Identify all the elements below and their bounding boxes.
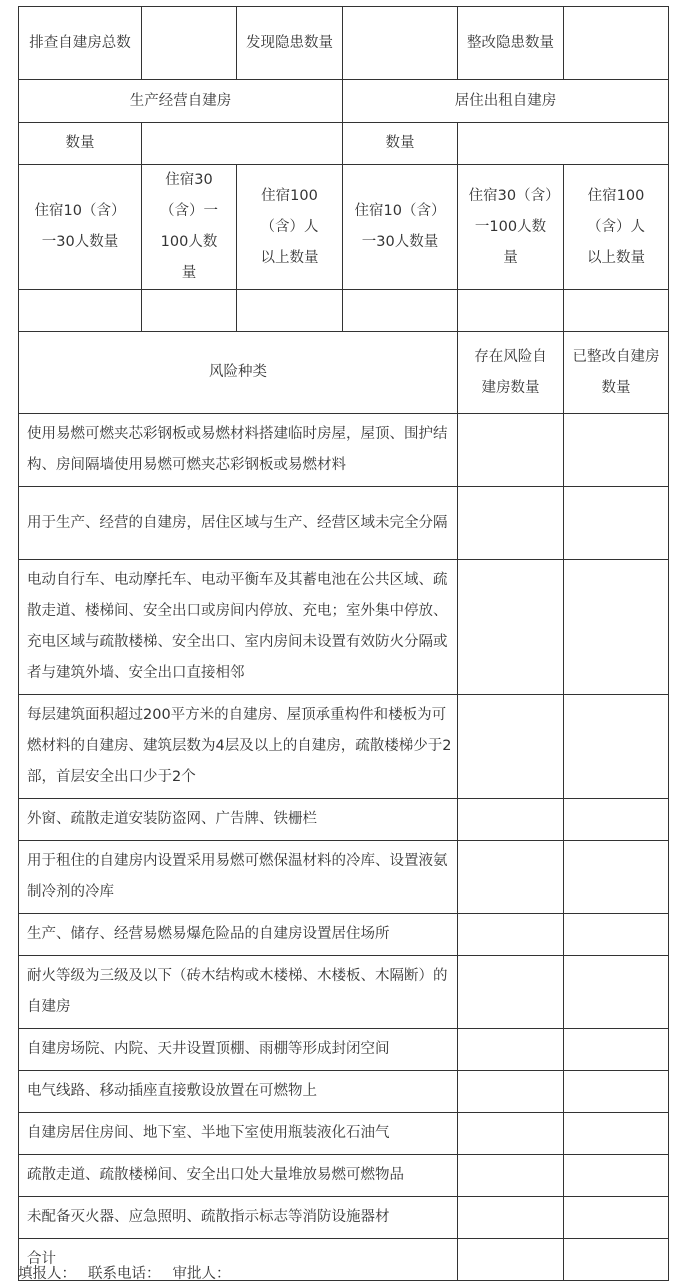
reporter-label: 填报人： [18,1266,76,1282]
total-houses-value[interactable] [142,7,237,80]
rectified-count-cell[interactable] [564,1155,669,1197]
signature-footer [18,1264,243,1284]
risk-row [19,487,669,560]
risk-description: 外窗、疏散走道安装防盗网、广告牌、铁栅栏 [19,799,458,841]
quantity-row [19,123,669,165]
category-row [19,80,669,123]
total-at-risk-cell[interactable] [458,1239,564,1281]
rectified-count-cell[interactable] [564,1071,669,1113]
rental-occupancy-30-100-label: 住宿30（含）一100人数量 [458,165,564,290]
at-risk-count-cell[interactable] [458,414,564,487]
at-risk-count-cell[interactable] [458,1155,564,1197]
total-rectified-cell[interactable] [564,1239,669,1281]
risk-row [19,956,669,1029]
risk-description: 电动自行车、电动摩托车、电动平衡车及其蓄电池在公共区域、疏散走道、楼梯间、安全出口或房间内停放、充电；室外集中停放、充电区域与疏散楼梯、安全出口、室内房间未设置有效防火分隔或者与建筑外墙、安全出口直接相邻 [19,560,458,695]
at-risk-count-cell[interactable] [458,799,564,841]
rectified-count-cell[interactable] [564,1113,669,1155]
rental-occupancy-10-30-label: 住宿10（含）一30人数量 [343,165,458,290]
at-risk-count-header: 存在风险自建房数量 [458,332,564,414]
risk-description: 生产、储存、经营易燃易爆危险品的自建房设置居住场所 [19,914,458,956]
risk-description: 电气线路、移动插座直接敷设放置在可燃物上 [19,1071,458,1113]
at-risk-count-cell[interactable] [458,914,564,956]
at-risk-count-cell[interactable] [458,1029,564,1071]
at-risk-count-cell[interactable] [458,841,564,914]
risk-description: 自建房居住房间、地下室、半地下室使用瓶装液化石油气 [19,1113,458,1155]
rectified-count-header: 已整改自建房数量 [564,332,669,414]
risk-header-row [19,332,669,414]
production-quantity-label: 数量 [19,123,142,165]
occupancy-header-row [19,165,669,290]
rental-occupancy-100-plus-label: 住宿100（含）人以上数量 [564,165,669,290]
risk-row [19,414,669,487]
rectified-count-cell[interactable] [564,1197,669,1239]
rental-occupancy-10-30-value[interactable] [343,290,458,332]
rectified-count-cell[interactable] [564,414,669,487]
summary-row [19,7,669,80]
at-risk-count-cell[interactable] [458,1197,564,1239]
production-occupancy-10-30-value[interactable] [19,290,142,332]
at-risk-count-cell[interactable] [458,1071,564,1113]
production-occupancy-100-plus-label: 住宿100（含）人以上数量 [237,165,343,290]
risk-description: 疏散走道、疏散楼梯间、安全出口处大量堆放易燃可燃物品 [19,1155,458,1197]
rectified-count-cell[interactable] [564,841,669,914]
rental-occupancy-30-100-value[interactable] [458,290,564,332]
occupancy-value-row [19,290,669,332]
hazards-fixed-label: 整改隐患数量 [458,7,564,80]
rental-category-header: 居住出租自建房 [343,80,669,123]
risk-row [19,1113,669,1155]
at-risk-count-cell[interactable] [458,956,564,1029]
risk-description: 自建房场院、内院、天井设置顶棚、雨棚等形成封闭空间 [19,1029,458,1071]
risk-row [19,841,669,914]
rectified-count-cell[interactable] [564,1029,669,1071]
phone-label: 联系电话： [88,1266,161,1282]
at-risk-count-cell[interactable] [458,1113,564,1155]
risk-description: 未配备灭火器、应急照明、疏散指示标志等消防设施器材 [19,1197,458,1239]
risk-row [19,799,669,841]
risk-row [19,560,669,695]
hazards-found-label: 发现隐患数量 [237,7,343,80]
at-risk-count-cell[interactable] [458,487,564,560]
production-category-header: 生产经营自建房 [19,80,343,123]
total-houses-label: 排查自建房总数 [19,7,142,80]
production-occupancy-10-30-label: 住宿10（含）一30人数量 [19,165,142,290]
approver-label: 审批人： [172,1266,231,1282]
rental-quantity-value[interactable] [458,123,669,165]
hazards-fixed-value[interactable] [564,7,669,80]
risk-description: 用于生产、经营的自建房，居住区域与生产、经营区域未完全分隔 [19,487,458,560]
risk-row [19,1071,669,1113]
risk-description: 使用易燃可燃夹芯彩钢板或易燃材料搭建临时房屋，屋顶、围护结构、房间隔墙使用易燃可燃夹芯彩钢板或易燃材料 [19,414,458,487]
risk-description: 用于租住的自建房内设置采用易燃可燃保温材料的冷库、设置液氨制冷剂的冷库 [19,841,458,914]
risk-row [19,1197,669,1239]
risk-row [19,1155,669,1197]
production-quantity-value[interactable] [142,123,343,165]
risk-type-header: 风险种类 [19,332,458,414]
at-risk-count-cell[interactable] [458,695,564,799]
rental-quantity-label: 数量 [343,123,458,165]
production-occupancy-30-100-value[interactable] [142,290,237,332]
risk-row [19,695,669,799]
production-occupancy-100-plus-value[interactable] [237,290,343,332]
rectified-count-cell[interactable] [564,956,669,1029]
rental-occupancy-100-plus-value[interactable] [564,290,669,332]
production-occupancy-30-100-label: 住宿30（含）一100人数量 [142,165,237,290]
rectified-count-cell[interactable] [564,560,669,695]
rectified-count-cell[interactable] [564,695,669,799]
rectified-count-cell[interactable] [564,914,669,956]
total-label: 合计 [19,1239,458,1281]
hazards-found-value[interactable] [343,7,458,80]
rectified-count-cell[interactable] [564,799,669,841]
risk-description: 每层建筑面积超过200平方米的自建房、屋顶承重构件和楼板为可燃材料的自建房、建筑层数为4层及以上的自建房，疏散楼梯少于2部，首层安全出口少于2个 [19,695,458,799]
rectified-count-cell[interactable] [564,487,669,560]
risk-description: 耐火等级为三级及以下（砖木结构或木楼梯、木楼板、木隔断）的自建房 [19,956,458,1029]
at-risk-count-cell[interactable] [458,560,564,695]
self-built-housing-inspection-table [18,6,669,1281]
risk-row [19,914,669,956]
risk-row [19,1029,669,1071]
